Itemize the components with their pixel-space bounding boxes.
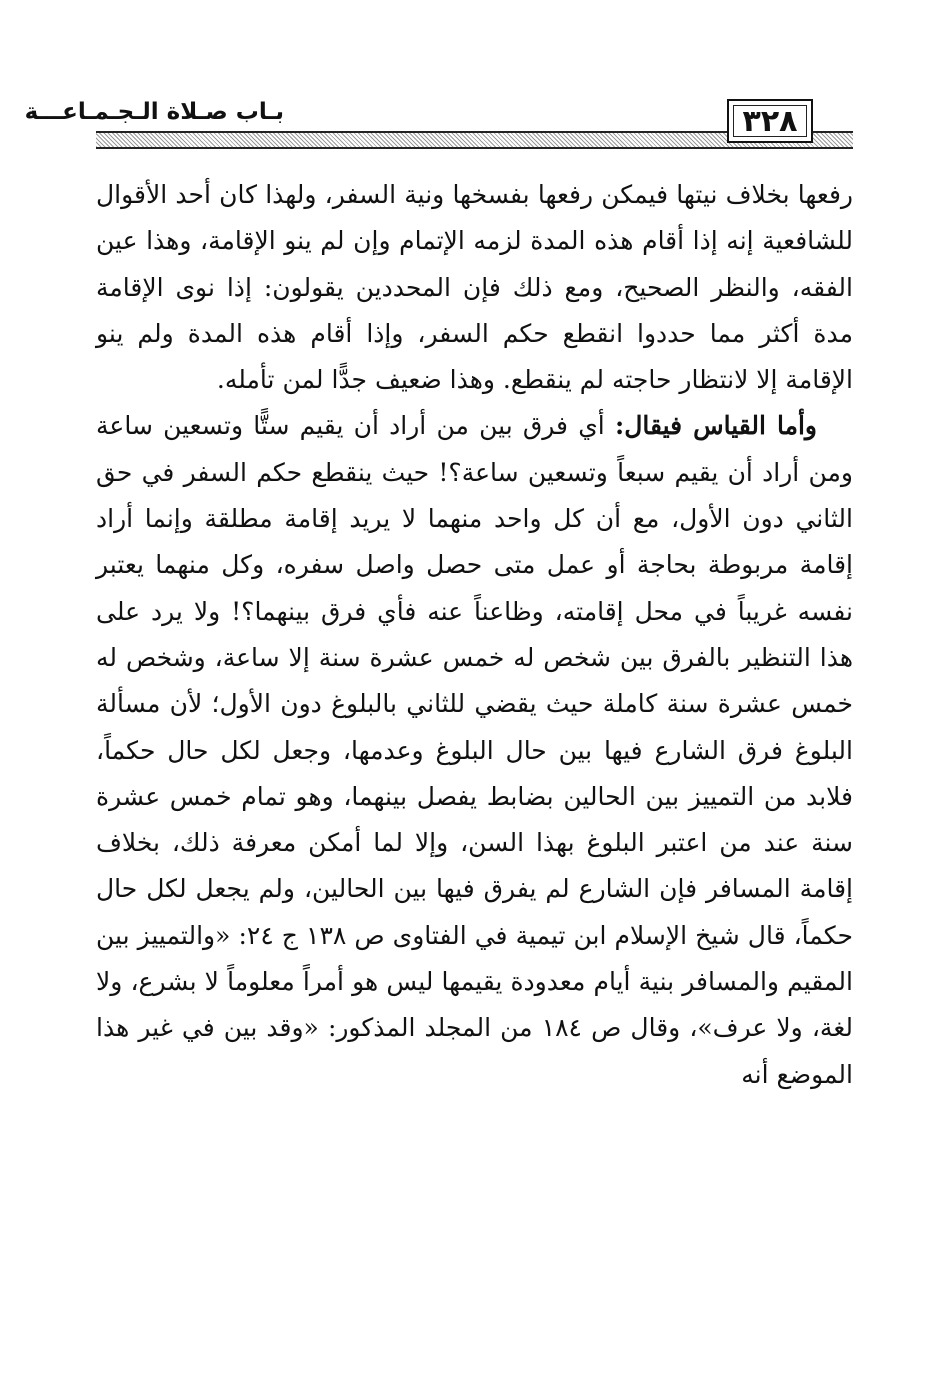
paragraph-lead: وأما القياس فيقال: [614, 411, 817, 441]
running-title: بـاب صـلاة الـجـمـاعـــة [24, 99, 284, 125]
page-header [24, 98, 853, 150]
page-number-box [727, 99, 813, 143]
paragraph-text: رفعها بخلاف نيتها فيمكن رفعها بفسخها ونية السفر، ولهذا كان أحد الأقوال للشافعية إنه إذا أقام هذه المدة لزمه الإتمام وإن لم ينو الإقامة، وهذا عين الفقه، والنظر الصحيح، ومع ذلك فإن المحددين يقولون: إذا نوى الإقامة مدة أكثر مما حددوا انقطع حكم السفر، وإذا أقام هذه المدة ولم ينو الإقامة إلا لانتظار حاجته لم ينقطع. وهذا ضعيف جدًّا لمن تأمله. [96, 180, 854, 395]
page-number: ٣٢٨ [742, 103, 798, 139]
paragraph [96, 172, 853, 403]
paragraph [96, 403, 853, 1097]
paragraph-text: أي فرق بين من أراد أن يقيم ستًّا وتسعين ساعة ومن أراد أن يقيم سبعاً وتسعين ساعة؟! حيث ينقطع حكم السفر في حق الثاني دون الأول، مع أن كل واحد منهما لا يريد إقامة مطلقة وإنما أراد إقامة مربوطة بحاجة أو عمل متى حصل واصل سفره، وكل منهما يعتبر نفسه غريباً في محل إقامته، وظاعناً عنه فأي فرق بينهما؟! ولا يرد على هذا التنظير بالفرق بين شخص له خمس عشرة سنة إلا ساعة، وشخص له خمس عشرة سنة كاملة حيث يقضي للثاني بالبلوغ دون الأول؛ لأن مسألة البلوغ فرق الشارع فيها بين حال البلوغ وعدمها، وجعل لكل حال حكماً، فلابد من التمييز بين الحالين بضابط يفصل بينهما، وهو تمام خمس عشرة سنة عند من اعتبر البلوغ بهذا السن، وإلا لما أمكن معرفة ذلك، بخلاف إقامة المسافر فإن الشارع لم يفرق فيها بين الحالين، ولم يجعل لكل حال حكماً، قال شيخ الإسلام ابن تيمية في الفتاوى ص ١٣٨ ج ٢٤: «والتمييز بين المقيم والمسافر بنية أيام معدودة يقيمها ليس هو أمراً معلوماً لا بشرع، ولا لغة، ولا عرف»، وقال ص ١٨٤ من المجلد المذكور: «وقد بين في غير هذا الموضع أنه [96, 411, 853, 1089]
body-text [96, 172, 853, 1098]
